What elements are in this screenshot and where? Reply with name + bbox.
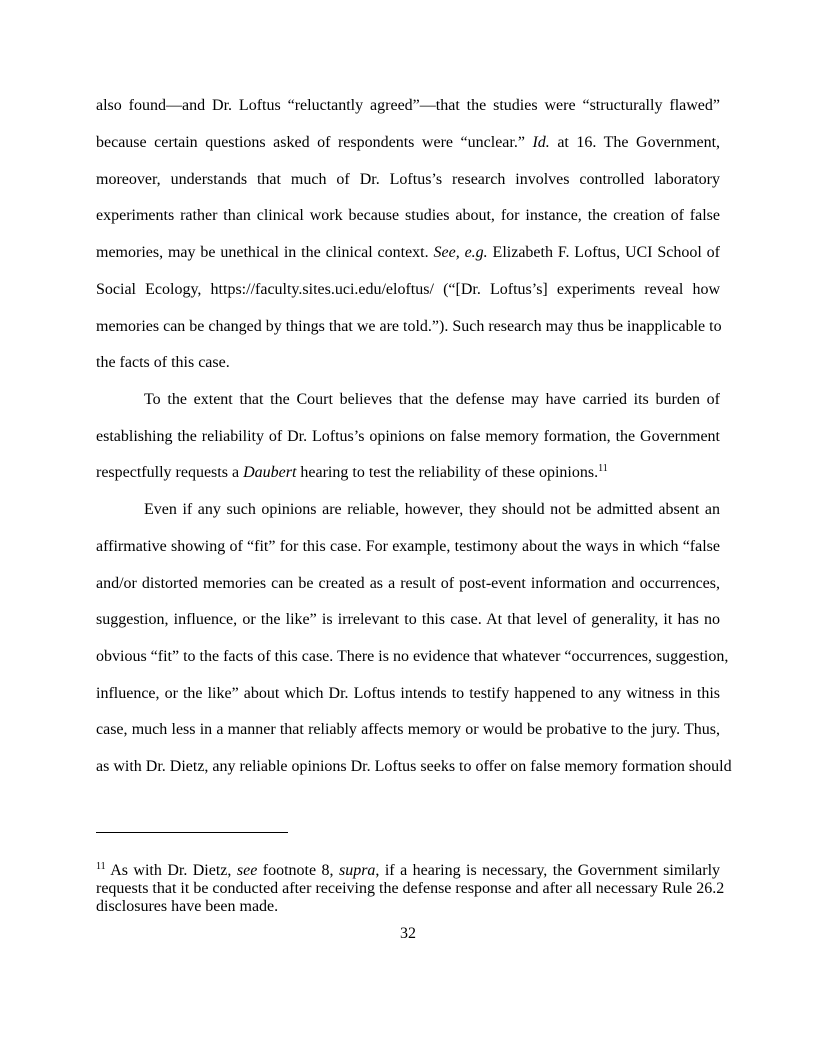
paragraph-1-line-1: also found—and Dr. Loftus “reluctantly agreed”—that the studies were “structurally flawed” [96, 97, 720, 114]
paragraph-3-line-3: and/or distorted memories can be created as a result of post-event information and occurrences, [96, 575, 720, 592]
paragraph-3-line-4: suggestion, influence, or the like” is irrelevant to this case. At that level of generality, it has no [96, 611, 720, 628]
paragraph-3-line-1: Even if any such opinions are reliable, however, they should not be admitted absent an [144, 501, 720, 518]
text-span: respectfully requests a [96, 464, 240, 481]
footnote-line-1 [96, 862, 720, 880]
text-span: because certain questions asked of respondents were “unclear.” [96, 134, 525, 151]
footnote-line-2: requests that it be conducted after receiving the defense response and after all necessary Rule 26.2 [96, 880, 725, 897]
paragraph-2-line-2: establishing the reliability of Dr. Loftus’s opinions on false memory formation, the Government [96, 428, 720, 445]
paragraph-1-line-6: Social Ecology, https://faculty.sites.uci.edu/eloftus/ (“[Dr. Loftus’s] experiments reveal how [96, 281, 720, 298]
paragraph-1-line-8: the facts of this case. [96, 354, 230, 371]
paragraph-1-line-2 [96, 133, 720, 153]
paragraph-1-line-5 [96, 243, 720, 263]
footnote-marker: 11 [96, 861, 106, 872]
text-span: memories, may be unethical in the clinical context. [96, 244, 429, 261]
paragraph-1-line-4: experiments rather than clinical work because studies about, for instance, the creation of false [96, 207, 720, 224]
text-span: As with Dr. Dietz, [110, 862, 232, 879]
paragraph-3-line-6: influence, or the like” about which Dr. Loftus intends to testify happened to any witness in this [96, 685, 720, 702]
text-span: hearing to test the reliability of these opinions. [300, 464, 599, 481]
document-page [96, 0, 732, 1056]
paragraph-3-line-7: case, much less in a manner that reliably affects memory or would be probative to the jury. Thus, [96, 721, 720, 738]
text-span: Elizabeth F. Loftus, UCI School of [492, 244, 721, 261]
paragraph-1-line-7: memories can be changed by things that we are told.”). Such research may thus be inapplicable to [96, 318, 722, 335]
citation-id: Id. [532, 134, 550, 151]
paragraph-2-line-3 [96, 463, 720, 483]
signal-see: see [236, 862, 258, 879]
text-span: , if a hearing is necessary, the Government similarly [375, 862, 721, 879]
paragraph-2-line-1: To the extent that the Court believes that the defense may have carried its burden of [144, 391, 720, 408]
text-span: at 16. The Government, [557, 134, 721, 151]
footnote-reference[interactable]: 11 [598, 463, 608, 474]
paragraph-3-line-8: as with Dr. Dietz, any reliable opinions Dr. Loftus seeks to offer on false memory formation should [96, 758, 732, 775]
case-name-daubert: Daubert [243, 464, 297, 481]
page-number: 32 [400, 925, 416, 942]
footnote-line-3: disclosures have been made. [96, 898, 279, 915]
citation-see-eg: See, e.g. [433, 244, 488, 261]
paragraph-3-line-5: obvious “fit” to the facts of this case. There is no evidence that whatever “occurrences, suggestion, [96, 648, 729, 665]
paragraph-1-line-3: moreover, understands that much of Dr. Loftus’s research involves controlled laboratory [96, 171, 720, 188]
signal-supra: supra [338, 862, 376, 879]
paragraph-3-line-2: affirmative showing of “fit” for this case. For example, testimony about the ways in which “false [96, 538, 720, 555]
text-span: footnote 8, [262, 862, 334, 879]
footnote-separator [96, 832, 288, 833]
